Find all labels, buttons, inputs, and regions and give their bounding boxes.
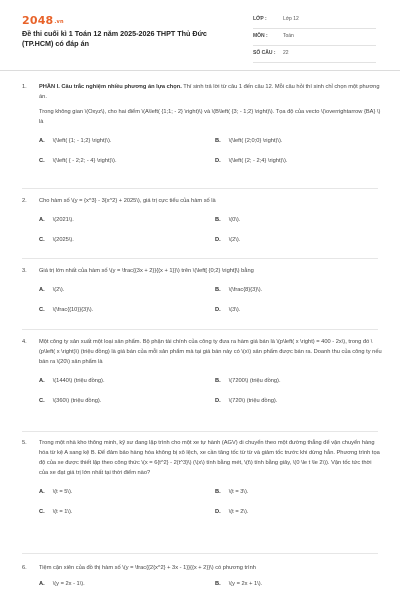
- option-b[interactable]: [215, 579, 262, 589]
- question-number: 5.: [22, 440, 27, 446]
- page-header: [0, 0, 400, 72]
- option-letter: A.: [39, 581, 45, 587]
- option-letter: A.: [39, 489, 45, 495]
- option-a[interactable]: [39, 215, 74, 225]
- question-3: [22, 266, 382, 327]
- question-1: [22, 82, 382, 178]
- question-body: [39, 563, 382, 573]
- question-body: [39, 82, 382, 127]
- option-letter: D.: [215, 307, 221, 313]
- option-a[interactable]: [39, 487, 72, 497]
- option-d[interactable]: [215, 235, 240, 245]
- option-text: \(2021\).: [52, 217, 74, 223]
- option-d[interactable]: [215, 396, 277, 406]
- option-text: \(t = 2\).: [228, 509, 249, 515]
- option-text: \(y = 2x + 1\).: [228, 581, 263, 587]
- answer-options: [39, 578, 382, 594]
- option-c[interactable]: [39, 396, 101, 406]
- option-text: \(2025\).: [52, 237, 74, 243]
- meta-value: 22: [283, 50, 289, 56]
- site-logo[interactable]: [22, 14, 64, 27]
- option-letter: C.: [39, 237, 45, 243]
- option-text: \(360\) (triệu đồng).: [52, 398, 102, 404]
- question-text: Trong một nhà kho thông minh, kỹ sư đang lập trình cho một xe tự hành (AGV) di chuyển theo một đường thẳng để vận chuyển hàng hóa từ kệ A sang kệ B. Để đảm bảo hàng hóa không bị xô lệch, xe cần tăng tốc từ từ và giảm tốc trước khi dừng hẳn. Phương trình tọa độ của xe được thiết lập theo công thức \(x = 6{t^2} - 2{t^3}\) (\(x\) tính bằng mét, \(t\) tính bằng giây, \(0 \le t \le 2\)). Vận tốc tức thời của xe đạt giá trị lớn nhất tại thời điểm nào?: [39, 440, 380, 476]
- option-text: \(\left( {2; - 2;4} \right)\).: [228, 158, 288, 164]
- question-text: Cho hàm số \(y = {x^3} - 3{x^2} + 2025\), giá trị cực tiểu của hàm số là: [39, 198, 216, 204]
- question-number: 2.: [22, 198, 27, 204]
- option-b[interactable]: [215, 376, 281, 386]
- option-c[interactable]: [39, 156, 117, 166]
- option-letter: B.: [215, 378, 221, 384]
- meta-row-subject: [253, 29, 376, 46]
- option-letter: B.: [215, 217, 221, 223]
- option-a[interactable]: [39, 579, 85, 589]
- option-text: \(\left( {1; - 1;2} \right)\).: [52, 138, 112, 144]
- option-letter: D.: [215, 509, 221, 515]
- option-text: \(\left( {2;0;0} \right)\).: [228, 138, 283, 144]
- meta-row-count: [253, 46, 376, 63]
- answer-options: [39, 211, 382, 257]
- option-text: \(y = 2x - 1\).: [52, 581, 85, 587]
- question-number: 1.: [22, 84, 27, 90]
- option-letter: B.: [215, 138, 221, 144]
- question-body: [39, 438, 382, 478]
- question-number: 3.: [22, 268, 27, 274]
- meta-label: SỐ CÂU :: [253, 50, 276, 56]
- meta-label: LỚP :: [253, 16, 267, 22]
- meta-label: MÔN :: [253, 33, 268, 39]
- logo-main: 2048: [22, 14, 54, 27]
- option-d[interactable]: [215, 507, 248, 517]
- option-a[interactable]: [39, 285, 64, 295]
- option-letter: C.: [39, 158, 45, 164]
- option-text: \(t = 5\).: [52, 489, 73, 495]
- option-c[interactable]: [39, 507, 72, 517]
- option-text: \(\left( { - 2;2; - 4} \right)\).: [52, 158, 117, 164]
- question-number: 4.: [22, 339, 27, 345]
- option-letter: D.: [215, 398, 221, 404]
- answer-options: [39, 281, 382, 327]
- option-a[interactable]: [39, 136, 111, 146]
- option-letter: D.: [215, 237, 221, 243]
- question-text: Tiệm cận xiên của đồ thị hàm số \(y = \frac{{2{x^2} + 3x - 1}}{{x + 2}}\) có phương trình: [39, 565, 256, 571]
- option-letter: C.: [39, 398, 45, 404]
- option-letter: C.: [39, 509, 45, 515]
- question-separator: [22, 431, 378, 432]
- question-text: Giá trị lớn nhất của hàm số \(y = \frac{{3x + 2}}{{x + 1}}\) trên \(\left[ {0;2} \right]\) bằng: [39, 268, 254, 274]
- question-5: [22, 438, 382, 529]
- meta-value: Lớp 12: [283, 16, 299, 22]
- section-instructions: Thí sinh trả lời từ câu 1 đến câu 12. Mỗi câu hỏi thí sinh chỉ chọn một phương án.: [39, 84, 380, 100]
- option-d[interactable]: [215, 305, 240, 315]
- option-letter: D.: [215, 158, 221, 164]
- option-text: \(1440\) (triệu đồng).: [52, 378, 105, 384]
- document-title: Đề thi cuối kì 1 Toán 12 năm 2025-2026 THPT Thủ Đức (TP.HCM) có đáp án: [22, 29, 207, 48]
- question-4: [22, 337, 382, 418]
- question-separator: [22, 258, 378, 259]
- question-body: [39, 196, 382, 206]
- answer-options: [39, 372, 382, 418]
- question-2: [22, 196, 382, 257]
- option-text: \(\frac{{10}}{3}\).: [52, 307, 94, 313]
- question-6: [22, 563, 382, 594]
- option-text: \(3\).: [228, 307, 241, 313]
- option-a[interactable]: [39, 376, 105, 386]
- option-text: \(t = 1\).: [52, 509, 73, 515]
- option-text: \(720\) (triệu đồng).: [228, 398, 278, 404]
- question-text: Trong không gian \(Oxyz\), cho hai điểm \(A\left( {1;1; - 2} \right)\) và \(B\left( {3; - 1;2} \right)\). Tọa độ của vecto \(\overrightarrow {BA} \) là: [39, 109, 381, 125]
- option-text: \(t = 3\).: [228, 489, 249, 495]
- question-text: Một công ty sản xuất một loại sản phẩm. Bộ phận tài chính của công ty đưa ra hàm giá bán là \(p\left( x \right) = 400 - 2x\), trong đó \(p\left( x \right)\) (triệu đồng) là giá bán của mỗi sản phẩm mà tại giá bán này có \(x\) sản phẩm được bán ra. Doanh thu của công ty nếu bán ra \(20\) sản phẩm là: [39, 339, 382, 365]
- question-separator: [22, 188, 378, 189]
- option-letter: B.: [215, 489, 221, 495]
- option-text: \(2\).: [52, 287, 65, 293]
- option-letter: A.: [39, 217, 45, 223]
- option-b[interactable]: [215, 487, 248, 497]
- option-letter: C.: [39, 307, 45, 313]
- question-body: [39, 337, 382, 367]
- meta-row-class: [253, 12, 376, 29]
- option-letter: A.: [39, 138, 45, 144]
- question-separator: [22, 553, 378, 554]
- option-text: \(2\).: [228, 237, 241, 243]
- option-c[interactable]: [39, 235, 74, 245]
- question-body: [39, 266, 382, 276]
- section-intro: [39, 82, 382, 102]
- option-text: \(\frac{8}{3}\).: [228, 287, 263, 293]
- answer-options: [39, 483, 382, 529]
- option-b[interactable]: [215, 285, 262, 295]
- question-number: 6.: [22, 565, 27, 571]
- option-text: \(0\).: [228, 217, 241, 223]
- question-separator: [22, 329, 378, 330]
- option-letter: A.: [39, 378, 45, 384]
- option-b[interactable]: [215, 136, 282, 146]
- header-divider: [0, 70, 400, 71]
- option-letter: A.: [39, 287, 45, 293]
- option-letter: B.: [215, 287, 221, 293]
- option-b[interactable]: [215, 215, 240, 225]
- option-d[interactable]: [215, 156, 287, 166]
- option-c[interactable]: [39, 305, 93, 315]
- answer-options: [39, 132, 382, 178]
- option-text: \(7200\) (triệu đồng).: [228, 378, 281, 384]
- meta-table: [253, 12, 376, 63]
- meta-value: Toán: [283, 33, 294, 39]
- logo-suffix: .vn: [54, 19, 64, 25]
- option-letter: B.: [215, 581, 221, 587]
- section-heading: PHẦN I. Câu trắc nghiệm nhiều phương án lựa chọn.: [39, 84, 182, 90]
